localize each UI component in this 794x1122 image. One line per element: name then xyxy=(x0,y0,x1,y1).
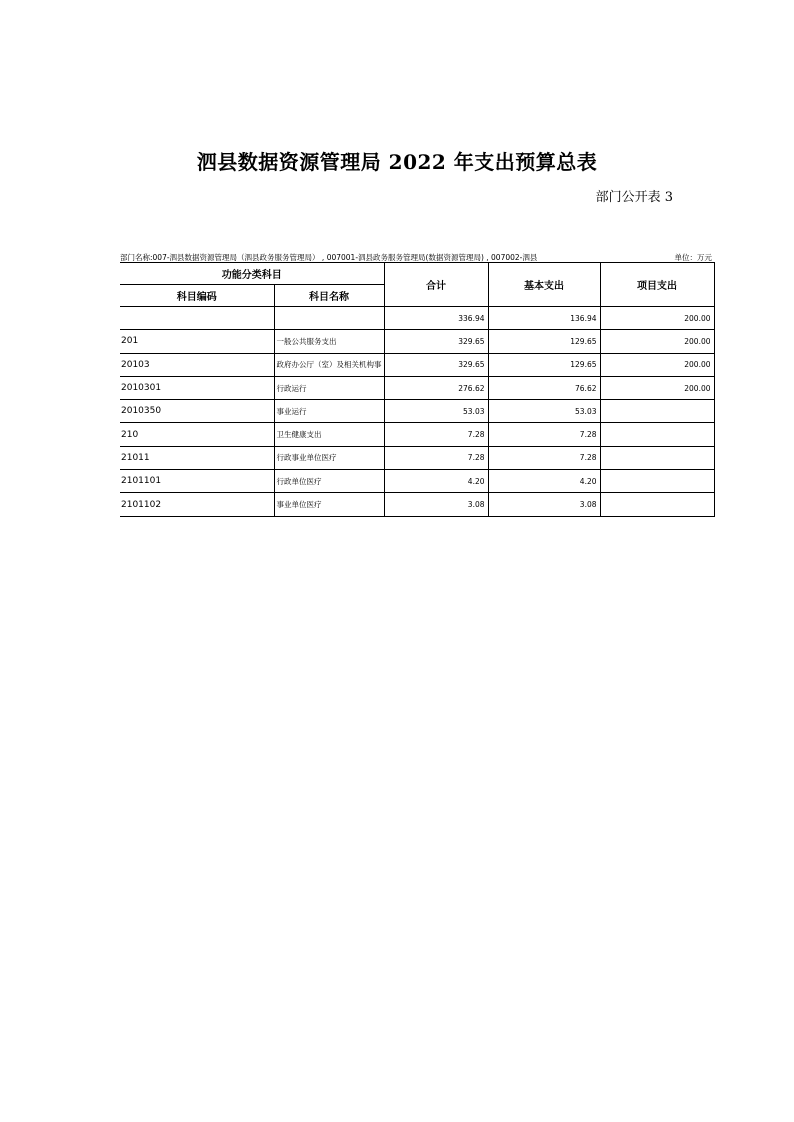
row-project xyxy=(600,470,714,493)
row-basic: 129.65 xyxy=(488,353,600,376)
header-name: 科目名称 xyxy=(274,285,384,307)
row-code: 210 xyxy=(120,423,274,446)
row-code xyxy=(120,307,274,330)
row-project xyxy=(600,493,714,516)
row-basic: 3.08 xyxy=(488,493,600,516)
row-code: 21011 xyxy=(120,446,274,469)
table-row xyxy=(120,470,714,493)
header-project: 项目支出 xyxy=(600,263,714,307)
row-project xyxy=(600,446,714,469)
row-basic: 53.03 xyxy=(488,400,600,423)
row-total: 53.03 xyxy=(384,400,488,423)
row-total: 276.62 xyxy=(384,376,488,399)
row-basic: 7.28 xyxy=(488,423,600,446)
row-basic: 136.94 xyxy=(488,307,600,330)
row-total: 336.94 xyxy=(384,307,488,330)
budget-table xyxy=(120,262,715,517)
row-name: 行政单位医疗 xyxy=(274,470,384,493)
row-name: 事业运行 xyxy=(274,400,384,423)
header-function-class: 功能分类科目 xyxy=(120,263,384,285)
row-total: 7.28 xyxy=(384,446,488,469)
header-total: 合计 xyxy=(384,263,488,307)
row-name: 卫生健康支出 xyxy=(274,423,384,446)
row-name xyxy=(274,307,384,330)
department-label: 部门名称:007-泗县数据资源管理局（泗县政务服务管理局） , 007001-泗县政务服务管理局(数据资源管理局) , 007002-泗县 xyxy=(120,253,538,262)
unit-label: 单位：万元 xyxy=(674,253,712,262)
row-total: 3.08 xyxy=(384,493,488,516)
row-total: 329.65 xyxy=(384,353,488,376)
row-name: 一般公共服务支出 xyxy=(274,330,384,353)
row-name: 事业单位医疗 xyxy=(274,493,384,516)
row-name: 政府办公厅（室）及相关机构事 xyxy=(274,353,384,376)
row-name: 行政运行 xyxy=(274,376,384,399)
row-code: 2010301 xyxy=(120,376,274,399)
table-row xyxy=(120,307,714,330)
table-row xyxy=(120,423,714,446)
row-project: 200.00 xyxy=(600,376,714,399)
row-project: 200.00 xyxy=(600,353,714,376)
row-total: 7.28 xyxy=(384,423,488,446)
row-project xyxy=(600,400,714,423)
header-code: 科目编码 xyxy=(120,285,274,307)
row-project: 200.00 xyxy=(600,307,714,330)
row-basic: 76.62 xyxy=(488,376,600,399)
row-basic: 7.28 xyxy=(488,446,600,469)
row-basic: 129.65 xyxy=(488,330,600,353)
row-basic: 4.20 xyxy=(488,470,600,493)
row-project xyxy=(600,423,714,446)
row-project: 200.00 xyxy=(600,330,714,353)
header-basic: 基本支出 xyxy=(488,263,600,307)
row-total: 329.65 xyxy=(384,330,488,353)
table-row xyxy=(120,446,714,469)
row-code: 2010350 xyxy=(120,400,274,423)
page-title: 泗县数据资源管理局 2022 年支出预算总表 xyxy=(196,150,598,174)
row-code: 2101102 xyxy=(120,493,274,516)
table-number-label: 部门公开表 3 xyxy=(595,190,673,205)
row-total: 4.20 xyxy=(384,470,488,493)
table-row xyxy=(120,400,714,423)
table-row xyxy=(120,353,714,376)
row-code: 2101101 xyxy=(120,470,274,493)
table-row xyxy=(120,376,714,399)
row-code: 20103 xyxy=(120,353,274,376)
table-row xyxy=(120,330,714,353)
table-row xyxy=(120,493,714,516)
row-name: 行政事业单位医疗 xyxy=(274,446,384,469)
row-code: 201 xyxy=(120,330,274,353)
